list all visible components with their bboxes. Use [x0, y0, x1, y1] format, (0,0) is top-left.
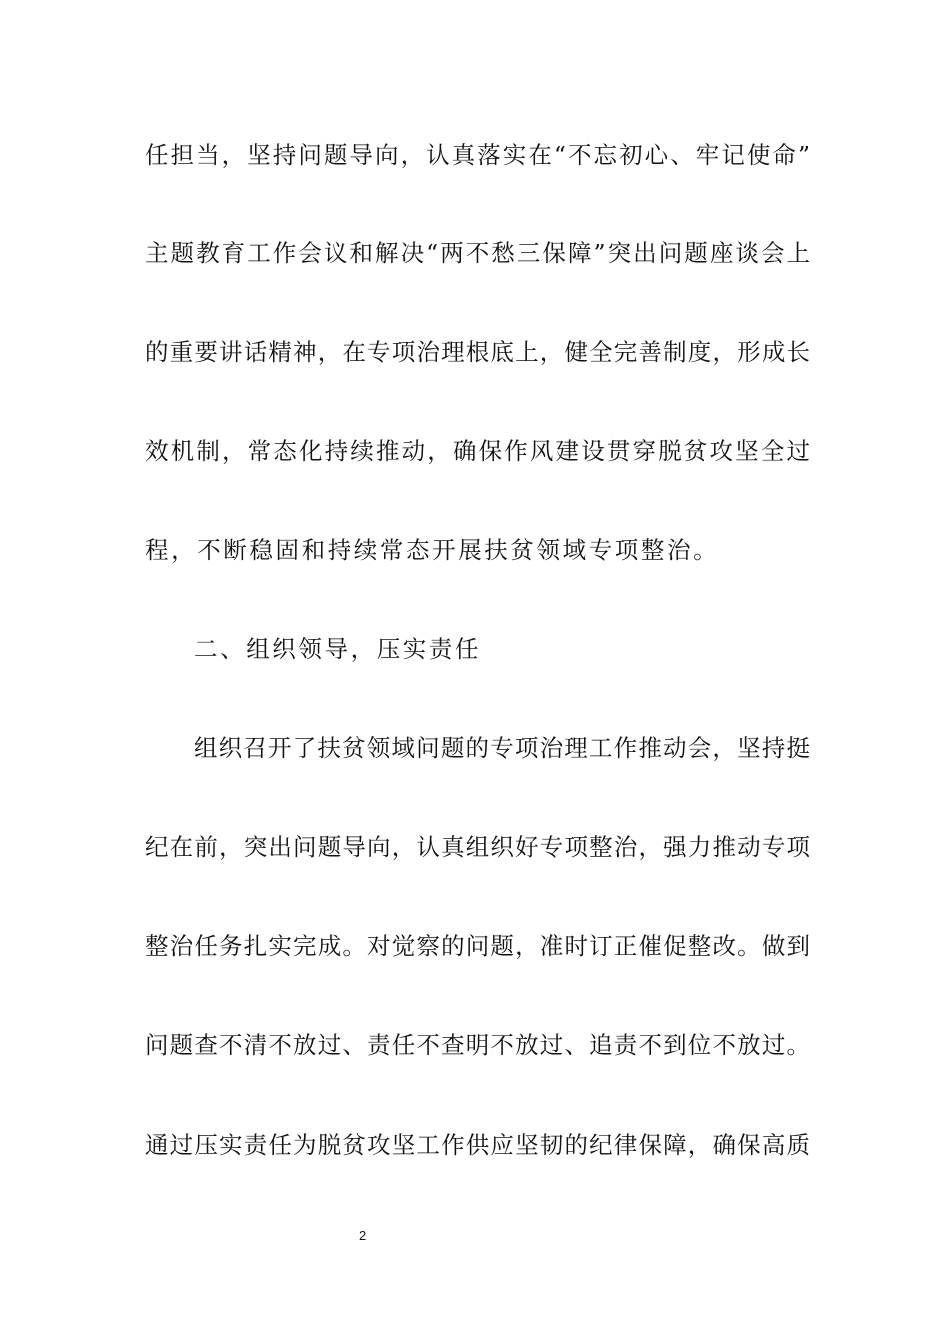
paragraph-line: 任担当，坚持问题导向，认真落实在“不忘初心、牢记使命”	[145, 141, 810, 169]
paragraph-line: 程，不断稳固和持续常态开展扶贫领域专项整治。	[145, 536, 720, 564]
page-number: 2	[359, 1228, 367, 1243]
paragraph-line: 通过压实责任为脱贫攻坚工作供应坚韧的纪律保障，确保高质	[145, 1131, 810, 1159]
section-heading: 二、组织领导，压实责任	[194, 635, 482, 663]
paragraph-line: 效机制，常态化持续推动，确保作风建设贯穿脱贫攻坚全过	[145, 437, 810, 465]
paragraph-line: 主题教育工作会议和解决“两不愁三保障”突出问题座谈会上	[145, 239, 810, 267]
paragraph-line: 组织召开了扶贫领域问题的专项治理工作推动会，坚持挺	[194, 734, 810, 762]
paragraph-line: 纪在前，突出问题导向，认真组织好专项整治，强力推动专项	[145, 833, 810, 861]
paragraph-line: 问题查不清不放过、责任不查明不放过、追责不到位不放过。	[145, 1031, 810, 1059]
paragraph-line: 整治任务扎实完成。对觉察的问题，准时订正催促整改。做到	[145, 932, 810, 960]
paragraph-line: 的重要讲话精神，在专项治理根底上，健全完善制度，形成长	[145, 338, 810, 366]
